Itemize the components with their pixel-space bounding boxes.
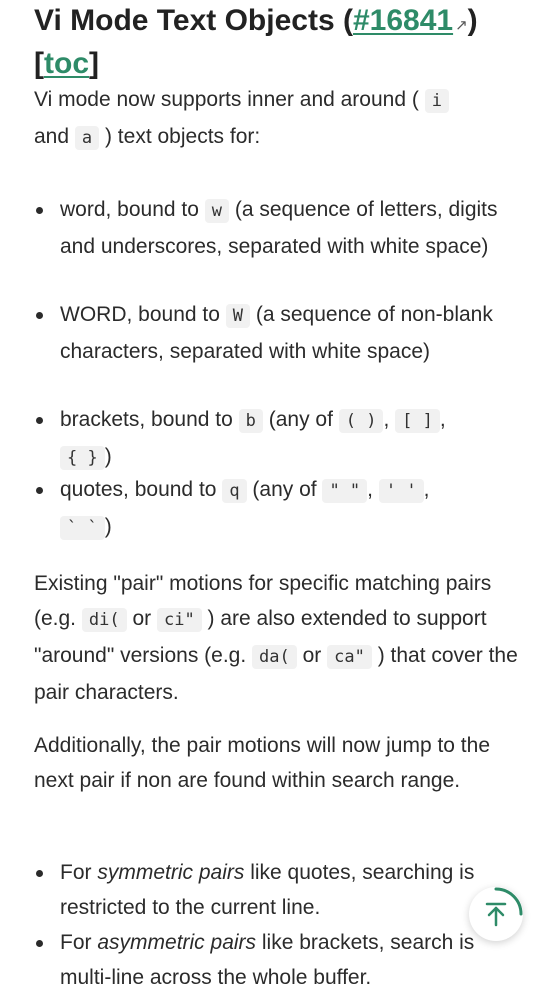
inline-code: [ ]	[395, 409, 440, 433]
bullet	[36, 207, 43, 214]
issue-link[interactable]: #16841	[352, 4, 454, 37]
toc-close-bracket: ]	[89, 47, 99, 80]
inline-code: di(	[82, 608, 127, 632]
list-item-quotes: quotes, bound to q (any of " " , ' ' , ` ` )	[60, 478, 430, 538]
inline-code: w	[205, 199, 229, 223]
heading-title: Vi Mode Text Objects (	[34, 4, 353, 37]
inline-code: " "	[322, 479, 367, 503]
inline-code: b	[239, 409, 263, 433]
additionally-paragraph: Additionally, the pair motions will now jump to the next pair if non are found within search range.	[34, 734, 491, 792]
bullet	[36, 870, 43, 877]
inline-code: ' '	[379, 479, 424, 503]
bullet	[36, 487, 43, 494]
toc-link[interactable]: toc	[44, 47, 89, 80]
bullet	[36, 417, 43, 424]
list-item-symmetric: For symmetric pairs like quotes, searching is restricted to the current line.	[60, 861, 475, 919]
list-item-word: word, bound to w (a sequence of letters, digits and underscores, separated with white space)	[60, 198, 498, 258]
inline-code: ` `	[60, 516, 105, 540]
inline-code: da(	[252, 645, 297, 669]
section-heading	[34, 2, 534, 83]
external-link-icon: ↗	[455, 17, 468, 34]
scroll-to-top-button[interactable]	[469, 887, 523, 941]
toc-open-bracket: [	[34, 47, 44, 80]
list-item-asymmetric: For asymmetric pairs like brackets, search is multi-line across the whole buffer.	[60, 931, 475, 989]
intro-paragraph: Vi mode now supports inner and around ( i and a ) text objects for:	[34, 82, 520, 156]
heading-close-paren: )	[467, 4, 478, 37]
inline-code: ( )	[339, 409, 384, 433]
arrow-up-to-top-icon	[469, 887, 523, 941]
inline-code: ca"	[327, 645, 372, 669]
pairs-paragraph: Existing "pair" motions for specific matching pairs (e.g. di( or ci" ) are also extended to support "around" versions (e.g. da( or ca" ) that cover the pair characters.	[34, 572, 518, 704]
inline-code: i	[425, 89, 449, 113]
bullet	[36, 312, 43, 319]
inline-code: a	[75, 126, 99, 150]
bullet	[36, 940, 43, 947]
inline-code: W	[226, 304, 250, 328]
list-item-WORD: WORD, bound to W (a sequence of non-blank characters, separated with white space)	[60, 303, 493, 363]
inline-code: { }	[60, 446, 105, 470]
inline-code: ci"	[157, 608, 202, 632]
list-item-brackets: brackets, bound to b (any of ( ) , [ ] , { } )	[60, 408, 446, 468]
inline-code: q	[222, 479, 246, 503]
